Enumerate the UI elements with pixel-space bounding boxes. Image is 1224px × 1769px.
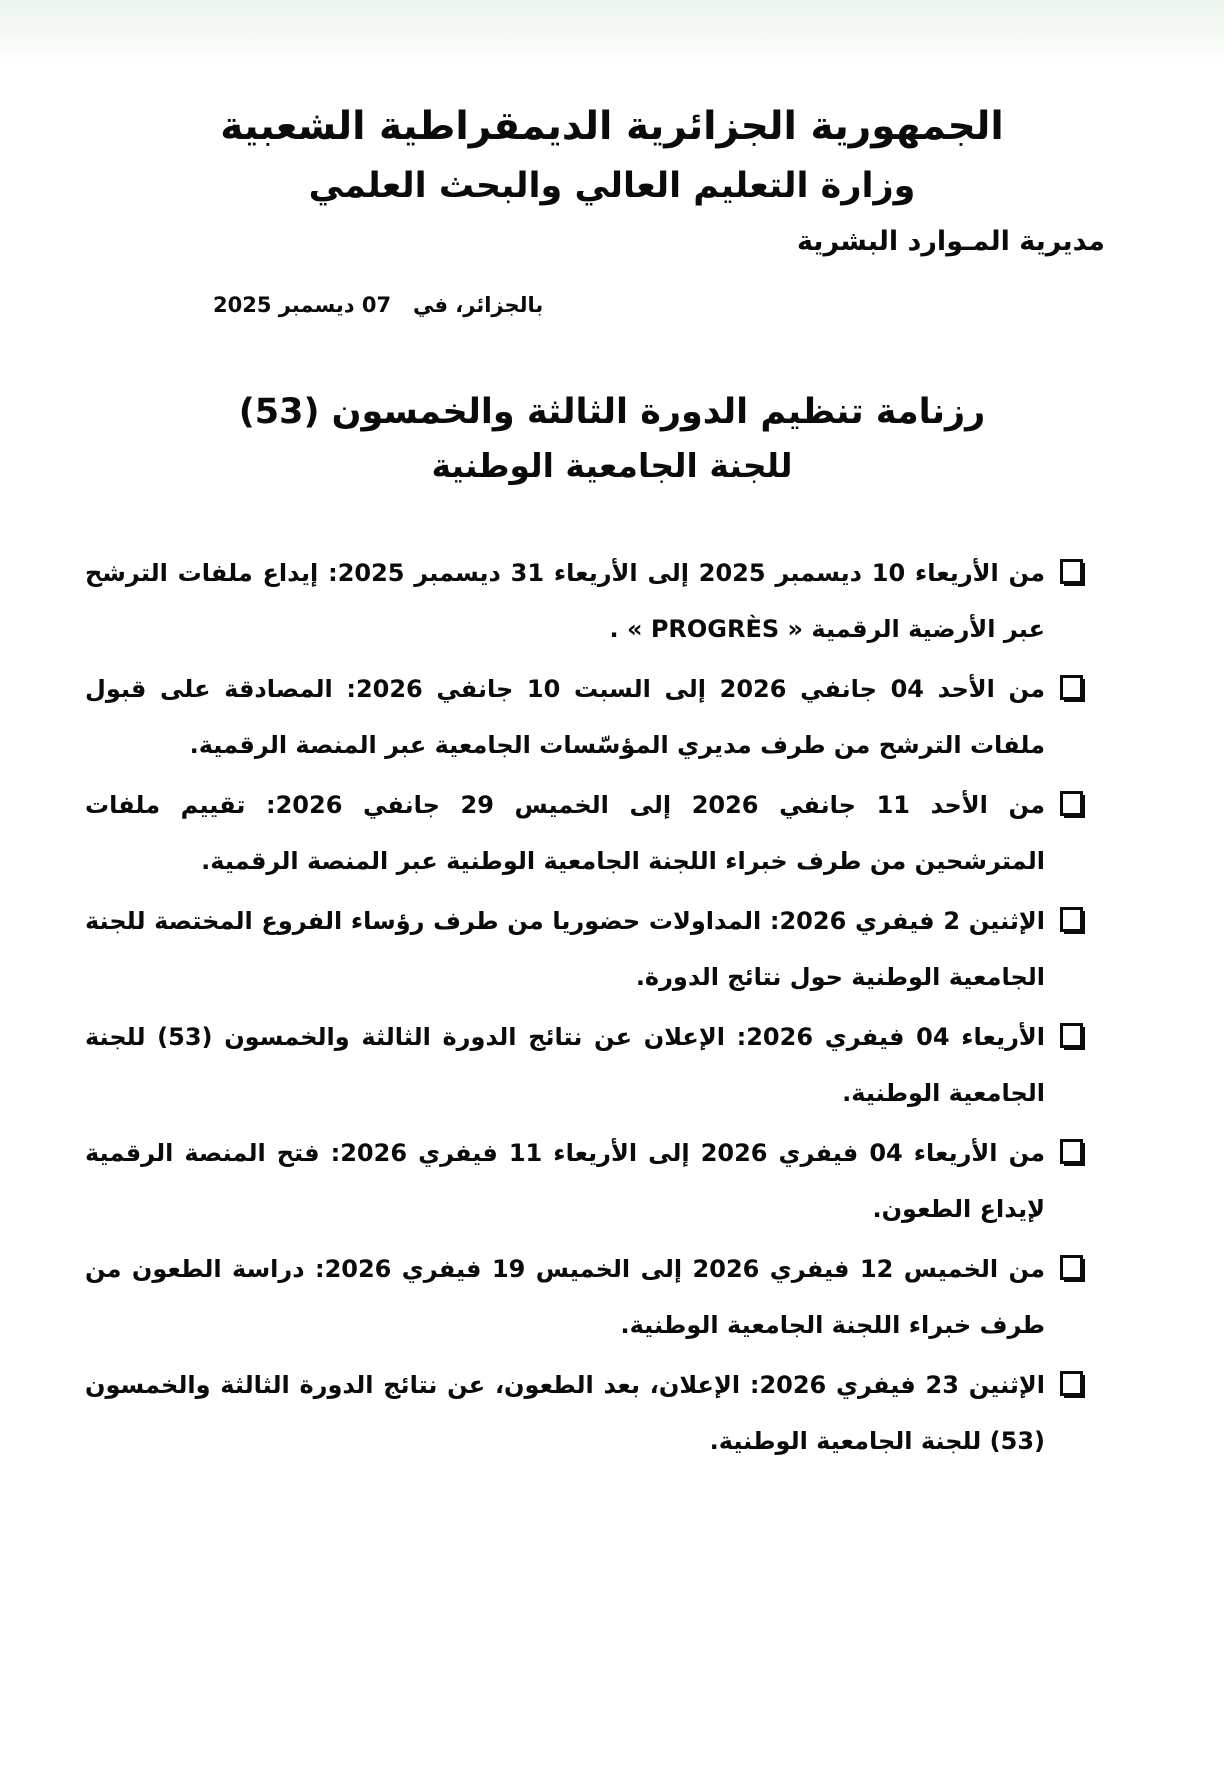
place-date-line: بالجزائر، في 07 ديسمبر 2025 (213, 293, 544, 317)
schedule-item-text: الإثنين 23 فيفري 2026: الإعلان، بعد الطعون، عن نتائج الدورة الثالثة والخمسون (53) للجنة الجامعية الوطنية. (85, 1371, 1046, 1455)
checkbox-bullet-icon (1060, 1023, 1083, 1048)
schedule-item (85, 777, 1045, 889)
document-title (0, 384, 1224, 491)
directorate-line: مديرية المـوارد البشرية (796, 226, 1105, 257)
checkbox-bullet-icon (1060, 1139, 1083, 1164)
checkbox-bullet-icon (1060, 1371, 1083, 1396)
schedule-item-text: من الأحد 04 جانفي 2026 إلى السبت 10 جانفي 2026: المصادقة على قبول ملفات الترشح من طرف مديري المؤسّسات الجامعية عبر المنصة الرقمية. (85, 675, 1045, 759)
schedule-item-text: من الأحد 11 جانفي 2026 إلى الخميس 29 جانفي 2026: تقييم ملفات المترشحين من طرف خبراء اللجنة الجامعية الوطنية عبر المنصة الرقمية. (85, 791, 1045, 875)
schedule-item (85, 1009, 1045, 1121)
republic-title: الجمهورية الجزائرية الديمقراطية الشعبية (220, 104, 1004, 149)
schedule-item (85, 1241, 1045, 1353)
checkbox-bullet-icon (1060, 791, 1083, 816)
schedule-item (85, 893, 1045, 1005)
document-title-line2: للجنة الجامعية الوطنية (431, 446, 793, 485)
schedule-item-text: من الأريعاء 10 ديسمبر 2025 إلى الأريعاء 31 ديسمبر 2025: إيداع ملفات الترشح عبر الأرضية الرقمية « PROGRÈS » . (85, 559, 1046, 643)
schedule-item-text: من الأريعاء 04 فيفري 2026 إلى الأريعاء 11 فيفري 2026: فتح المنصة الرقمية لإيداع الطعون. (85, 1139, 1046, 1223)
schedule-item (85, 1357, 1045, 1469)
schedule-item (85, 545, 1045, 657)
schedule-list (85, 545, 1045, 1473)
checkbox-bullet-icon (1060, 907, 1083, 932)
ministry-title: وزارة التعليم العالي والبحث العلمي (308, 166, 916, 206)
schedule-item-text: الإثنين 2 فيفري 2026: المداولات حضوريا من طرف رؤساء الفروع المختصة للجنة الجامعية الوطنية حول نتائج الدورة. (85, 907, 1046, 991)
checkbox-bullet-icon (1060, 559, 1083, 584)
checkbox-bullet-icon (1060, 675, 1083, 700)
schedule-item (85, 1125, 1045, 1237)
page-top-tint (0, 0, 1224, 62)
schedule-item-text: من الخميس 12 فيفري 2026 إلى الخميس 19 فيفري 2026: دراسة الطعون من طرف خبراء اللجنة الجامعية الوطنية. (85, 1255, 1046, 1339)
document-title-line1: رزنامة تنظيم الدورة الثالثة والخمسون (53) (238, 392, 986, 432)
schedule-item (85, 661, 1045, 773)
checkbox-bullet-icon (1060, 1255, 1083, 1280)
schedule-item-text: الأريعاء 04 فيفري 2026: الإعلان عن نتائج الدورة الثالثة والخمسون (53) للجنة الجامعية الوطنية. (85, 1023, 1045, 1107)
